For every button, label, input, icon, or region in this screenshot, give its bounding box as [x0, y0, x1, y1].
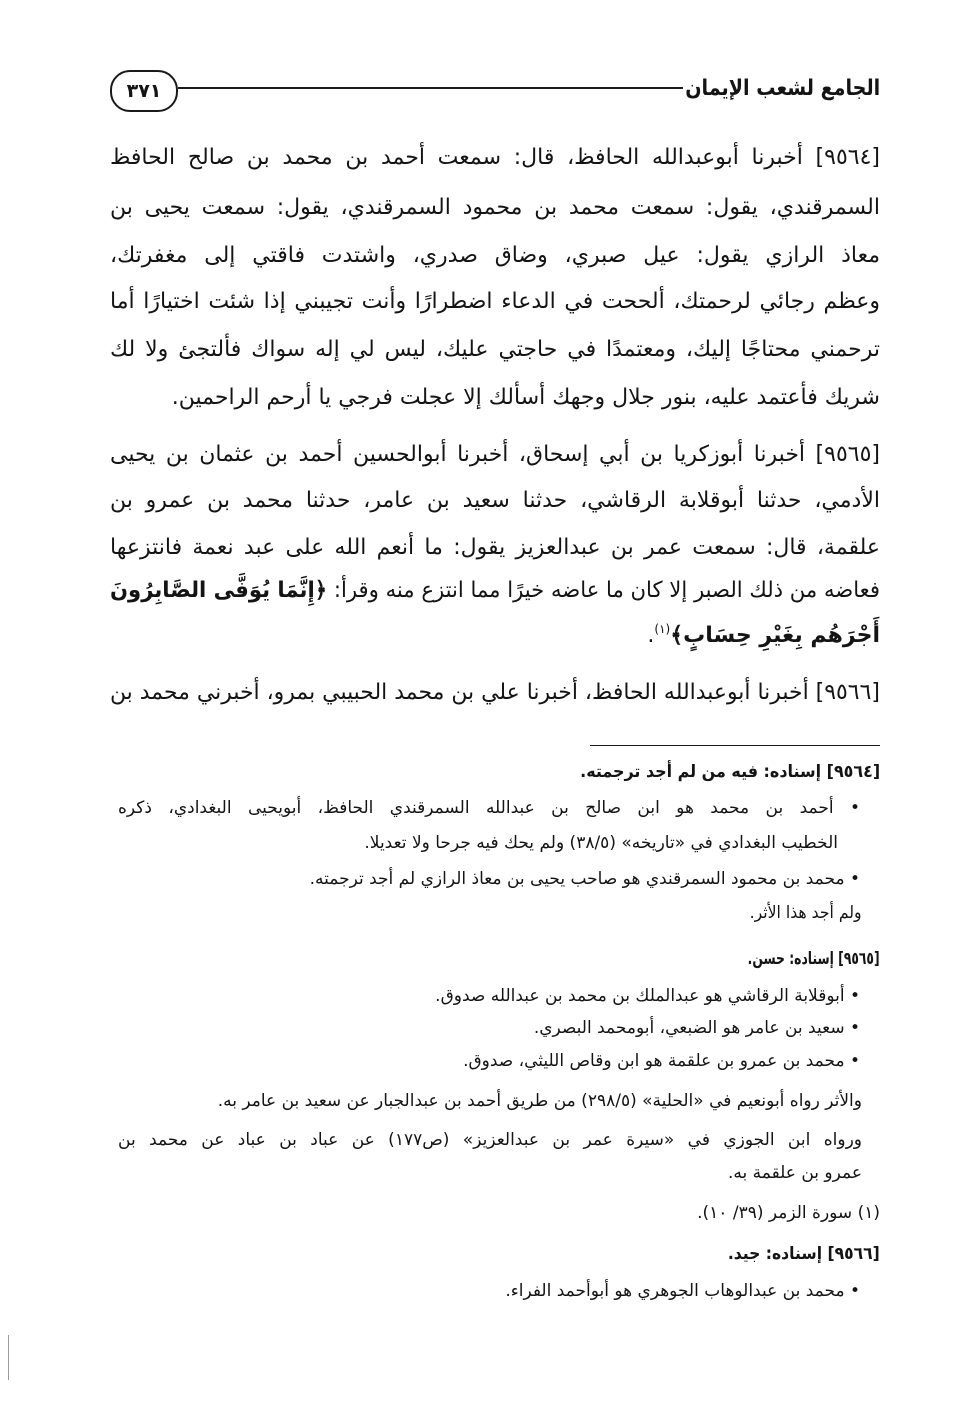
footnote-line-text: • أحمد بن محمد هو ابن صالح بن عبدالله السمرقندي الحافظ، أبويحيى البغدادي، ذكره: [118, 798, 860, 818]
text-line-content: معاذ الرازي يقول: عيل صبري، وضاق صدري، واشتدت فاقتي إلى مغفرتك،: [110, 243, 880, 268]
text-run: .: [647, 623, 655, 648]
footnote-line: [268, 827, 838, 859]
verse-text: ﴿إِنَّمَا يُوَفَّى الصَّابِرُونَ: [110, 578, 328, 603]
footnote-line-text: عمرو بن علقمة به.: [727, 1163, 862, 1183]
footnote-heading-text: [٩٥٦٦] إسناده: جيد.: [728, 1244, 880, 1264]
text-line: [110, 186, 880, 230]
text-line: [110, 280, 880, 324]
footnote-heading-text: [٩٥٦٤] إسناده: فيه من لم أجد ترجمته.: [580, 762, 880, 782]
text-line-content: شريك فأعتمد عليه، بنور جلال وجهك أسألك إلا عجلت فرجي يا أرحم الراحمين.: [171, 385, 880, 410]
header-rule: [178, 87, 683, 89]
text-line: [620, 614, 880, 658]
page-number: ٣٧١: [126, 80, 162, 102]
footnote-line: [320, 980, 860, 1012]
footnote-line-text: • أبوقلابة الرقاشي هو عبدالملك بن محمد بن عبدالله صدوق.: [435, 986, 860, 1006]
running-title: [685, 72, 880, 106]
text-line-content: [110, 569, 880, 613]
text-line-content: السمرقندي، يقول: سمعت محمد بن محمود السمرقندي، يقول: سمعت يحيى بن: [110, 195, 880, 220]
footnote-line: [430, 1275, 860, 1307]
footnote-line-text: الخطيب البغدادي في «تاريخه» (٣٨/٥) ولم يحك فيه جرحا ولا تعديلا.: [364, 833, 838, 853]
text-line-content: علقمة، قال: سمعت عمر بن عبدالعزيز يقول: ما أنعم الله على عبد نعمة فانتزعها: [110, 535, 880, 560]
footnote-line-text: ولم أجد هذا الأثر.: [750, 903, 862, 923]
footnote-line: [450, 1012, 860, 1044]
text-line: [110, 671, 880, 715]
footnote-line: [122, 1085, 862, 1117]
text-line-content: [٩٥٦٥] أخبرنا أبوزكريا بن أبي إسحاق، أخبرنا أبوالحسين أحمد بن عثمان بن يحيى: [110, 442, 880, 467]
text-line: [110, 569, 880, 613]
text-line-content: ترحمني محتاجًا إليك، ومعتمدًا في حاجتي عليك، ليس لي إله سواك فألتجئ ولا لك: [110, 337, 880, 362]
footnote-line: [360, 1045, 860, 1077]
text-line-content: [٩٥٦٤] أخبرنا أبوعبدالله الحافظ، قال: سمعت أحمد بن محمد بن صالح الحافظ: [110, 145, 880, 170]
text-line: [110, 234, 880, 278]
footnote-heading: [748, 943, 880, 975]
verse-footnote: [665, 1197, 880, 1229]
footnote-line: [720, 1157, 862, 1189]
footnote-heading-text: [٩٥٦٥] إسناده: حسن.: [748, 949, 880, 969]
text-line: [110, 433, 880, 477]
running-title-text: الجامع لشعب الإيمان: [685, 76, 880, 101]
text-line: [118, 376, 880, 420]
footnote-line: [240, 863, 860, 895]
text-line-content: [647, 614, 880, 658]
verse-footnote-text: (١) سورة الزمر (٣٩/ ١٠).: [697, 1203, 880, 1223]
footnote-ref: (١): [654, 622, 671, 636]
footnote-line: [750, 897, 862, 929]
footnote-line-text: • سعيد بن عامر هو الضبعي، أبومحمد البصري.: [533, 1018, 860, 1038]
text-run: فعاضه من ذلك الصبر إلا كان ما عاضه خيرًا مما انتزع منه وقرأ:: [327, 578, 880, 603]
verse-text: أَجْرَهُم بِغَيْرِ حِسَابٍ﴾: [670, 623, 880, 648]
footnote-heading: [580, 756, 880, 788]
footnote-line-text: ورواه ابن الجوزي في «سيرة عمر بن عبدالعزيز» (ص١٧٧) عن عباد بن عباد عن محمد بن: [118, 1130, 862, 1150]
scan-mark: [8, 1335, 9, 1380]
footnote-heading: [728, 1238, 880, 1270]
text-line: [110, 526, 880, 570]
footnote-line-text: • محمد بن محمود السمرقندي هو صاحب يحيى بن معاذ الرازي لم أجد ترجمته.: [309, 869, 860, 889]
footnote-line: [118, 1124, 862, 1156]
footnote-line: [118, 792, 860, 824]
footnote-line-text: • محمد بن عمرو بن علقمة هو ابن وقاص الليثي، صدوق.: [463, 1051, 860, 1071]
text-line: [110, 136, 880, 180]
footnote-line-text: والأثر رواه أبونعيم في «الحلية» (٢٩٨/٥) من طريق أحمد بن عبدالجبار عن سعيد بن عامر به.: [217, 1091, 862, 1111]
text-line-content: [٩٥٦٦] أخبرنا أبوعبدالله الحافظ، أخبرنا علي بن محمد الحبيبي بمرو، أخبرني محمد بن: [110, 680, 880, 705]
text-line: [110, 479, 880, 523]
page-number-box: [110, 70, 178, 112]
text-line-content: وعظم رجائي لرحمتك، ألححت في الدعاء اضطرارًا وأنت تجيبني إذا شئت اختيارًا أما: [110, 289, 880, 314]
text-line-content: الأدمي، حدثنا أبوقلابة الرقاشي، حدثنا سعيد بن عامر، حدثنا محمد بن عمرو بن: [110, 488, 880, 513]
text-line: [110, 328, 880, 372]
footnote-separator: [590, 745, 880, 746]
footnote-line-text: • محمد بن عبدالوهاب الجوهري هو أبوأحمد الفراء.: [505, 1281, 860, 1301]
